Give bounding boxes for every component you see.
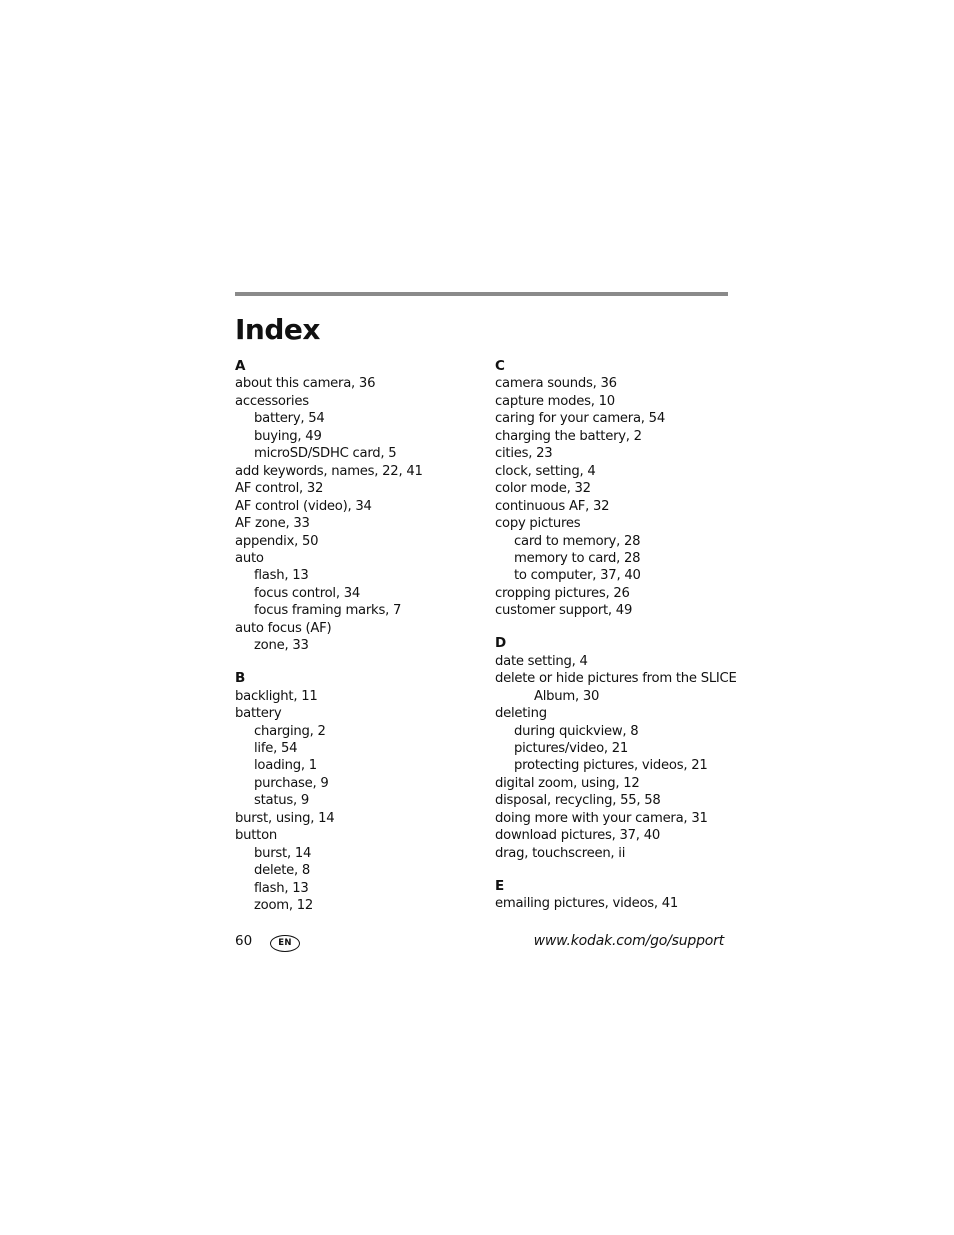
- index-entry: color mode, 32: [495, 481, 591, 497]
- index-entry: clock, setting, 4: [495, 463, 596, 479]
- index-entry: accessories: [235, 393, 309, 409]
- index-subentry: focus framing marks, 7: [254, 603, 402, 619]
- index-subentry: purchase, 9: [254, 775, 329, 791]
- index-entry: download pictures, 37, 40: [495, 828, 660, 844]
- index-section-c: [495, 358, 735, 620]
- index-entry: customer support, 49: [495, 603, 633, 619]
- index-column-right: [495, 358, 735, 913]
- index-entry: auto focus (AF): [235, 620, 332, 636]
- index-subentry: zone, 33: [254, 638, 309, 654]
- index-entry: caring for your camera, 54: [495, 411, 665, 427]
- index-subentry: flash, 13: [254, 880, 309, 896]
- index-subentry: microSD/SDHC card, 5: [254, 446, 397, 462]
- index-entry: disposal, recycling, 55, 58: [495, 793, 661, 809]
- index-subentry: delete, 8: [254, 863, 311, 879]
- index-section-a: [235, 358, 485, 655]
- section-letter: C: [495, 358, 505, 374]
- index-entry: drag, touchscreen, ii: [495, 845, 626, 861]
- language-badge: EN: [270, 935, 300, 952]
- index-entry: AF control (video), 34: [235, 498, 372, 514]
- index-subentry: charging, 2: [254, 723, 326, 739]
- index-entry: button: [235, 828, 277, 844]
- index-entry: camera sounds, 36: [495, 376, 617, 392]
- index-entry: burst, using, 14: [235, 810, 335, 826]
- top-rule: [235, 292, 728, 296]
- index-subentry: card to memory, 28: [514, 533, 641, 549]
- index-subentry: life, 54: [254, 741, 298, 757]
- index-entry: auto: [235, 550, 264, 566]
- index-entry: emailing pictures, videos, 41: [495, 896, 679, 912]
- index-entry: digital zoom, using, 12: [495, 775, 640, 791]
- index-entry: date setting, 4: [495, 653, 588, 669]
- index-entry: continuous AF, 32: [495, 498, 610, 514]
- index-entry: deleting: [495, 706, 547, 722]
- index-entry: battery: [235, 706, 282, 722]
- index-column-left: [235, 358, 485, 915]
- index-subentry: zoom, 12: [254, 898, 314, 914]
- index-entry: doing more with your camera, 31: [495, 810, 708, 826]
- index-entry: copy pictures: [495, 516, 581, 532]
- index-subentry: flash, 13: [254, 568, 309, 584]
- index-subentry: protecting pictures, videos, 21: [514, 758, 708, 774]
- index-section-e: [495, 878, 735, 913]
- index-section-b: [235, 670, 485, 914]
- page-title: Index: [235, 313, 320, 346]
- index-entry: AF zone, 33: [235, 516, 310, 532]
- page-number: 60: [235, 933, 253, 949]
- index-entry: AF control, 32: [235, 481, 324, 497]
- index-subentry: burst, 14: [254, 845, 312, 861]
- index-entry: delete or hide pictures from the SLICE: [495, 671, 737, 687]
- index-subentry: memory to card, 28: [514, 550, 641, 566]
- index-subentry: buying, 49: [254, 428, 322, 444]
- section-letter: B: [235, 670, 246, 687]
- index-subentry: focus control, 34: [254, 585, 361, 601]
- index-subentry: pictures/video, 21: [514, 741, 629, 757]
- section-letter: D: [495, 635, 506, 652]
- section-letter: A: [235, 358, 246, 374]
- index-entry: capture modes, 10: [495, 393, 615, 409]
- index-entry: add keywords, names, 22, 41: [235, 463, 423, 479]
- index-subentry: battery, 54: [254, 411, 325, 427]
- index-subentry: during quickview, 8: [514, 723, 639, 739]
- index-entry: cropping pictures, 26: [495, 585, 630, 601]
- index-subentry: to computer, 37, 40: [514, 568, 641, 584]
- index-section-d: [495, 635, 735, 862]
- index-entry: backlight, 11: [235, 688, 318, 704]
- index-subentry: loading, 1: [254, 758, 317, 774]
- index-entry: cities, 23: [495, 446, 553, 462]
- index-entry: appendix, 50: [235, 533, 319, 549]
- index-entry: charging the battery, 2: [495, 428, 642, 444]
- index-subentry: Album, 30: [534, 688, 600, 704]
- index-subentry: status, 9: [254, 793, 310, 809]
- support-url: www.kodak.com/go/support: [533, 933, 724, 949]
- section-letter: E: [495, 877, 504, 894]
- index-entry: about this camera, 36: [235, 376, 376, 392]
